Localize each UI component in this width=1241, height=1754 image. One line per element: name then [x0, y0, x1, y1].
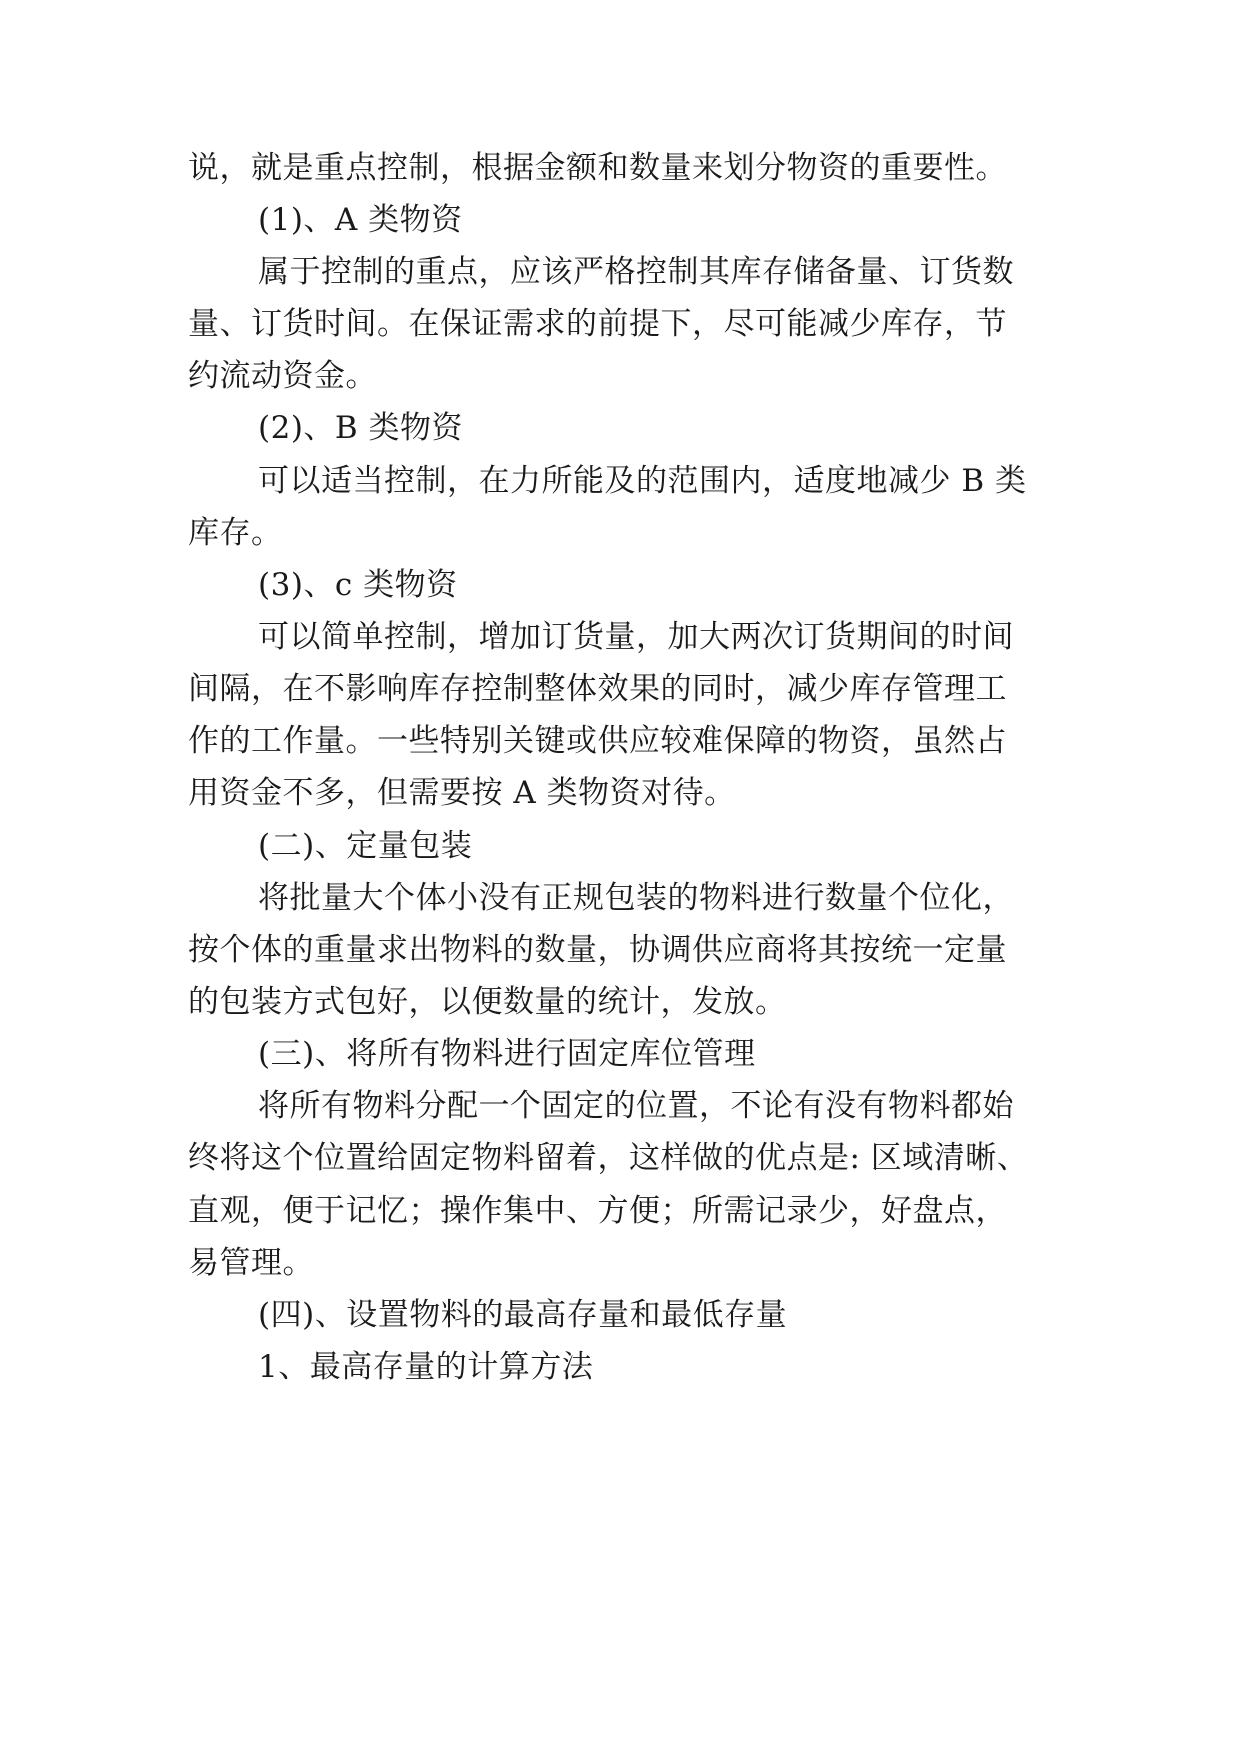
paragraph-start: 属于控制的重点，应该严格控制其库存储备量、订货数 [258, 254, 1014, 290]
section-heading: (三)、将所有物料进行固定库位管理 [258, 1036, 756, 1072]
text-line: 终将这个位置给固定物料留着，这样做的优点是: 区域清晰、 [188, 1140, 1029, 1176]
paragraph-start: 可以简单控制，增加订货量，加大两次订货期间的时间 [258, 619, 1014, 655]
text-line: 说，就是重点控制，根据金额和数量来划分物资的重要性。 [188, 150, 1007, 186]
subheading: (1)、A 类物资 [258, 202, 463, 238]
text-line: 间隔，在不影响库存控制整体效果的同时，减少库存管理工 [188, 671, 1007, 707]
text-line: 的包装方式包好，以便数量的统计，发放。 [188, 984, 787, 1020]
section-heading: (四)、设置物料的最高存量和最低存量 [258, 1297, 788, 1333]
subheading: 1、最高存量的计算方法 [258, 1349, 594, 1385]
subheading: (2)、B 类物资 [258, 410, 464, 446]
subheading: (3)、c 类物资 [258, 567, 458, 603]
text-line: 用资金不多，但需要按 A 类物资对待。 [188, 775, 736, 811]
section-heading: (二)、定量包装 [258, 828, 473, 864]
text-line: 库存。 [188, 515, 283, 551]
text-line: 按个体的重量求出物料的数量，协调供应商将其按统一定量 [188, 932, 1007, 968]
text-line: 量、订货时间。在保证需求的前提下，尽可能减少库存，节 [188, 306, 1007, 342]
paragraph-start: 将批量大个体小没有正规包装的物料进行数量个位化， [258, 880, 1014, 916]
paragraph-start: 将所有物料分配一个固定的位置，不论有没有物料都始 [258, 1088, 1014, 1124]
text-line: 作的工作量。一些特别关键或供应较难保障的物资，虽然占 [188, 723, 1007, 759]
text-line: 易管理。 [188, 1245, 314, 1281]
paragraph-start: 可以适当控制，在力所能及的范围内，适度地减少 B 类 [258, 463, 1027, 499]
text-line: 直观，便于记忆；操作集中、方便；所需记录少，好盘点， [188, 1193, 1007, 1229]
text-line: 约流动资金。 [188, 358, 377, 394]
